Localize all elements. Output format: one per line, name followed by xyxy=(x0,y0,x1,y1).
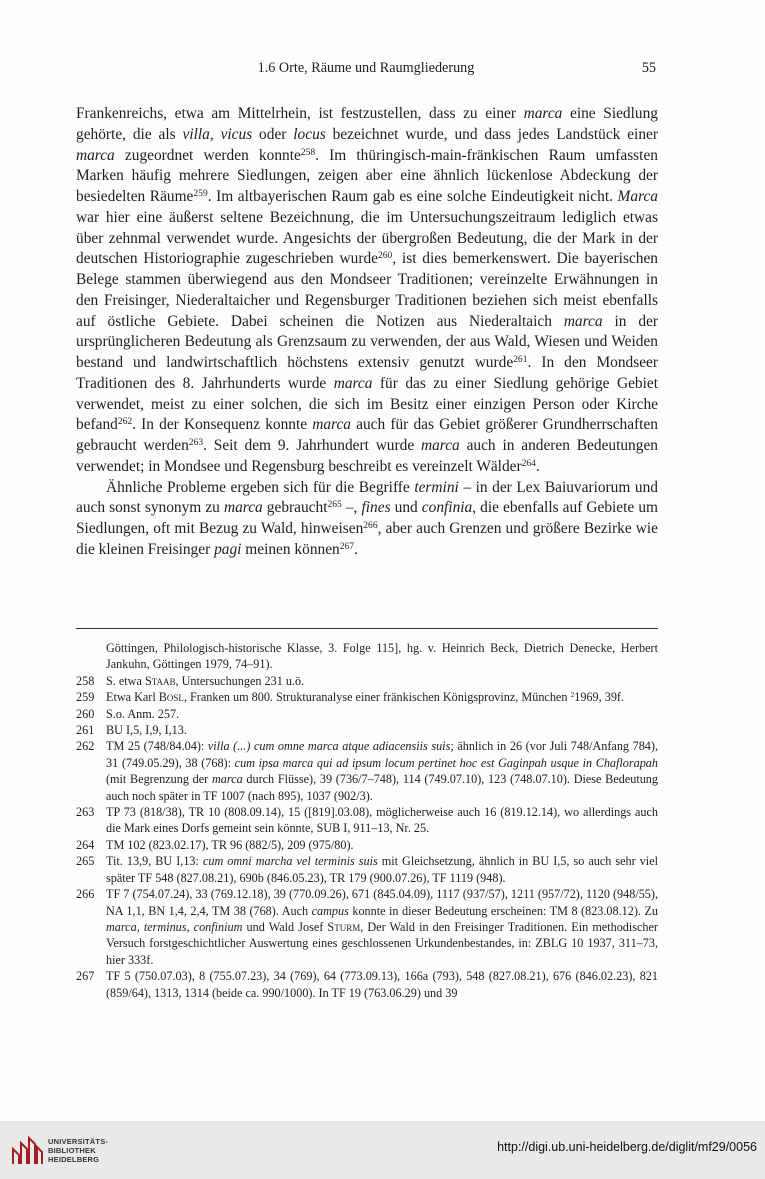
text-run: konnte in dieser Bedeutung erscheinen: TM 8 (823.08.12). Zu xyxy=(348,903,658,918)
term-marca: marca xyxy=(523,105,563,122)
text-run: gebraucht xyxy=(262,499,328,517)
footnote-259 xyxy=(76,689,658,705)
text-run: in der ursprünglicheren Bedeutung als Grenzsaum zu verwenden, der aus Wald, Wiesen und Weiden bestand und landwirtschaftlich höchstens extensiv genutzt wurde xyxy=(76,312,658,371)
text-run: Frankenreichs, etwa am Mittelrhein, ist festzustellen, dass zu einer xyxy=(76,105,524,122)
text-run: TF 7 (754.07.24), 33 (769.12.18), 39 (770.09.26), 671 (845.04.09), 1117 (937/57), 1211 (957/72), 1120 (948/55), NA 1,1, BN 1,4, 2,4, TM 38 (768). Auch xyxy=(106,887,658,918)
text-run: Etwa Karl xyxy=(106,690,159,705)
footnote-ref-258[interactable]: 258 xyxy=(300,146,316,158)
footnote-260 xyxy=(76,706,658,722)
text-run: Tit. 13,9, BU I,13: xyxy=(106,854,203,869)
footnote-ref-266[interactable]: 266 xyxy=(363,519,378,531)
latin-quote: cum omni marcha vel terminis suis xyxy=(202,854,378,869)
footnote-text: BU I,5, I,9, I,13. xyxy=(106,723,187,738)
viewer-footer xyxy=(0,1121,765,1179)
text-run: zugeordnet werden konnte xyxy=(114,146,301,164)
text-run: , Franken um 800. Strukturanalyse einer fränkischen Königsprovinz, München xyxy=(183,690,571,705)
footnote-264 xyxy=(76,837,658,853)
footnote-number: 264 xyxy=(76,837,95,852)
text-run: war hier eine äußerst seltene Bezeichnung, die im Untersuchungszeitraum lediglich etwas über zehnmal verwendet wurde. Angesichts der übergroßen Bedeutung, die der Mark in der deutschen Historiographie zugeschrieben wurde xyxy=(76,208,658,268)
library-name-line: BIBLIOTHEK xyxy=(48,1146,96,1155)
page-number: 55 xyxy=(641,60,656,76)
text-run: . Seit dem 9. Jahrhundert wurde xyxy=(203,437,421,454)
footnote-number: 259 xyxy=(76,690,95,705)
text-run: , Untersuchungen 231 u.ö. xyxy=(175,673,305,688)
term-pagi: pagi xyxy=(214,540,242,558)
paragraph-1 xyxy=(76,104,658,478)
term-marca: Marca xyxy=(617,188,659,205)
latin-quote: cum ipsa marca qui ad ipsum locum pertinet hoc est Gaginpah usque in Chaflorapah xyxy=(234,755,658,770)
text-run: , xyxy=(209,125,221,143)
author-name: Bosl xyxy=(158,690,184,705)
main-text xyxy=(76,104,658,561)
term-termini: termini xyxy=(414,478,459,496)
running-title: 1.6 Orte, Räume und Raumgliederung xyxy=(257,60,475,76)
text-run: . Im thüringisch-main-fränkischen Raum umfassten Marken häufig mehrere Siedlungen, zeigen aber eine ähnlich lückenlose Abdeckung der besiedelten Räume xyxy=(76,146,658,205)
footnotes xyxy=(76,640,658,1001)
term-marca: marca xyxy=(76,146,115,164)
footnote-text: S.o. Anm. 257. xyxy=(106,706,180,721)
footnote-266 xyxy=(76,886,658,968)
text-run: , ist dies bemerkenswert. Die bayerischen Belege stammen überwiegend aus den Mondseer Traditionen; vereinzelte Erwähnungen in den Freisinger, Niederaltaicher und Regensburger Traditionen beziehen sich meist ebenfalls auf östliche Gebiete. Dabei scheinen die Notizen aus Niederaltaich xyxy=(76,250,659,330)
footnote-263 xyxy=(76,804,658,837)
footnote-number: 266 xyxy=(76,887,95,902)
text-run: – in der Lex Baiuvariorum und auch sonst synonym zu xyxy=(76,478,659,517)
permalink-url[interactable]: http://digi.ub.uni-heidelberg.de/diglit/mf29/0056 xyxy=(497,1140,757,1154)
term-marca: marca xyxy=(211,772,243,787)
footnote-text xyxy=(106,689,658,705)
text-run: auch in anderen Bedeutungen verwendet; in Mondsee und Regensburg beschreibt es vereinzelt Wälder xyxy=(76,437,658,475)
footnote-number: 262 xyxy=(76,739,95,754)
footnote-number: 263 xyxy=(76,805,95,820)
text-run: –, xyxy=(341,499,362,517)
running-header xyxy=(76,60,656,82)
footnote-267 xyxy=(76,968,658,1001)
term-marca: marca xyxy=(333,374,373,392)
footnote-ref-261[interactable]: 261 xyxy=(513,353,528,365)
text-run: . xyxy=(354,540,358,558)
term-villa: villa xyxy=(182,125,210,143)
footnote-separator xyxy=(76,628,658,629)
footnote-text xyxy=(106,886,658,968)
term-marca: marca xyxy=(312,416,351,434)
footnote-number: 258 xyxy=(76,673,95,688)
footnote-number: 265 xyxy=(76,854,95,869)
footnote-ref-263[interactable]: 263 xyxy=(188,436,204,448)
footnote-text: TF 5 (750.07.03), 8 (755.07.23), 34 (769), 64 (773.09.13), 166a (793), 548 (827.08.21), 676 (846.02.23), 821 (859/64), 1313, 1314 (beide ca. 990/1000). In TF 19 (763.06.29) und 39 xyxy=(106,969,658,1000)
text-run: , aber auch Grenzen und größere Bezirke wie die kleinen Freisinger xyxy=(76,520,658,558)
paragraph-2 xyxy=(76,478,658,561)
text-run: oder xyxy=(252,125,294,143)
text-run: und Wald Josef xyxy=(242,919,328,934)
term-marca: marca xyxy=(420,437,460,454)
text-run: eine Siedlung gehörte, die als xyxy=(76,105,658,143)
text-run: bezeichnet wurde, und dass jedes Landstück einer xyxy=(325,125,658,143)
text-run: Ähnliche Probleme ergeben sich für die Begriffe xyxy=(106,478,415,496)
footnote-ref-265[interactable]: 265 xyxy=(327,499,342,510)
text-run: , Der Wald in den Freisinger Traditionen. Ein methodischer Versuch forstgeschichtlicher Auswertung eines geschlossenen Urkundenbestandes, in: ZBLG 10 1937, 311–73, hier 333f. xyxy=(106,919,658,967)
latin-terms: marca, terminus, confinium xyxy=(106,919,243,934)
term-confinia: confinia xyxy=(421,499,473,517)
footnote-265 xyxy=(76,853,658,886)
footnote-text: TP 73 (818/38), TR 10 (808.09.14), 15 ([819].03.08), möglicherweise auch 16 (819.12.14), wo allerdings auch die Mark eines Dorfs gemeint sein könnte, SUB I, 911–13, Nr. 25. xyxy=(106,805,658,836)
library-name-line: HEIDELBERG xyxy=(48,1155,100,1164)
text-run: TM 25 (748/84.04): xyxy=(106,739,208,754)
footnote-262 xyxy=(76,738,658,804)
footnote-text xyxy=(106,738,658,804)
text-run: , die ebenfalls auf Gebiete um Siedlungen, oft mit Bezug zu Wald, hinweisen xyxy=(76,499,658,537)
term-fines: fines xyxy=(361,499,391,517)
footnote-258 xyxy=(76,673,658,689)
footnote-text: Göttingen, Philologisch-historische Klasse, 3. Folge 115], hg. v. Heinrich Beck, Dietrich Denecke, Herbert Jankuhn, Göttingen 1979, 74–91). xyxy=(106,641,658,672)
text-run: . In den Mondseer Traditionen des 8. Jahrhunderts wurde xyxy=(76,354,658,392)
footnote-ref-262[interactable]: 262 xyxy=(117,416,133,427)
footnote-number: 261 xyxy=(76,723,95,738)
footnote-text xyxy=(106,673,658,689)
text-run: mit Gleichsetzung, ähnlich in BU I,5, so auch sehr viel später TF 548 (827.08.21), 690b (846.05.23), TR 179 (900.07.26), TF 1119 (948). xyxy=(106,854,658,885)
text-run: 1969, 39f. xyxy=(574,690,625,705)
edition-number: 2 xyxy=(570,690,575,700)
text-run: . In der Konsequenz konnte xyxy=(132,416,313,434)
term-campus: campus xyxy=(311,903,349,918)
text-run: durch Flüsse), 39 (736/7–748), 114 (749.07.10), 123 (748.07.10). Diese Bedeutung auch noch später in TF 1007 (nach 895), 1037 (902/3). xyxy=(106,772,658,803)
text-run: ; ähnlich in 26 (vor Juli 748/Anfang 784), 31 (749.05.29), 38 (768): xyxy=(106,739,659,770)
text-run: meinen können xyxy=(241,540,340,558)
text-run: und xyxy=(390,499,422,517)
footnote-ref-259[interactable]: 259 xyxy=(193,187,208,199)
term-marca: marca xyxy=(223,499,263,517)
footnote-number xyxy=(76,640,106,673)
text-run: (mit Begrenzung der xyxy=(106,772,212,787)
latin-quote: villa (...) cum omne marca atque adiacensiis suis xyxy=(207,739,451,754)
text-run: auch für das Gebiet größerer Grundherrschaften gebraucht werden xyxy=(76,416,658,454)
library-name-line: UNIVERSITÄTS- xyxy=(48,1137,109,1146)
footnote-number: 267 xyxy=(76,969,95,984)
library-name xyxy=(48,1137,108,1164)
author-name: Sturm xyxy=(327,919,361,934)
footnote-number: 260 xyxy=(76,706,95,721)
author-name: Staab xyxy=(144,673,176,688)
text-run: für das zu einer Siedlung gehörige Gebiet verwendet, meist zu einer solchen, die sich im Besitz einer einzigen Person oder Kirche befand xyxy=(76,374,658,434)
text-run: . xyxy=(535,457,540,475)
term-locus: locus xyxy=(293,125,326,143)
footnote-ref-267[interactable]: 267 xyxy=(339,540,355,552)
footnote-continuation xyxy=(76,640,658,673)
text-run: . Im altbayerischen Raum gab es eine solche Eindeutigkeit nicht. xyxy=(207,188,618,205)
footnote-text: TM 102 (823.02.17), TR 96 (882/5), 209 (975/80). xyxy=(106,837,354,852)
heidelberg-university-library-logo[interactable] xyxy=(10,1135,44,1167)
footnote-text xyxy=(106,853,658,886)
footnote-261 xyxy=(76,722,658,738)
text-run: S. etwa xyxy=(106,673,145,688)
term-vicus: vicus xyxy=(220,125,253,143)
footnote-ref-264[interactable]: 264 xyxy=(521,457,536,469)
term-marca: marca xyxy=(563,312,603,330)
footnote-ref-260[interactable]: 260 xyxy=(378,250,393,261)
